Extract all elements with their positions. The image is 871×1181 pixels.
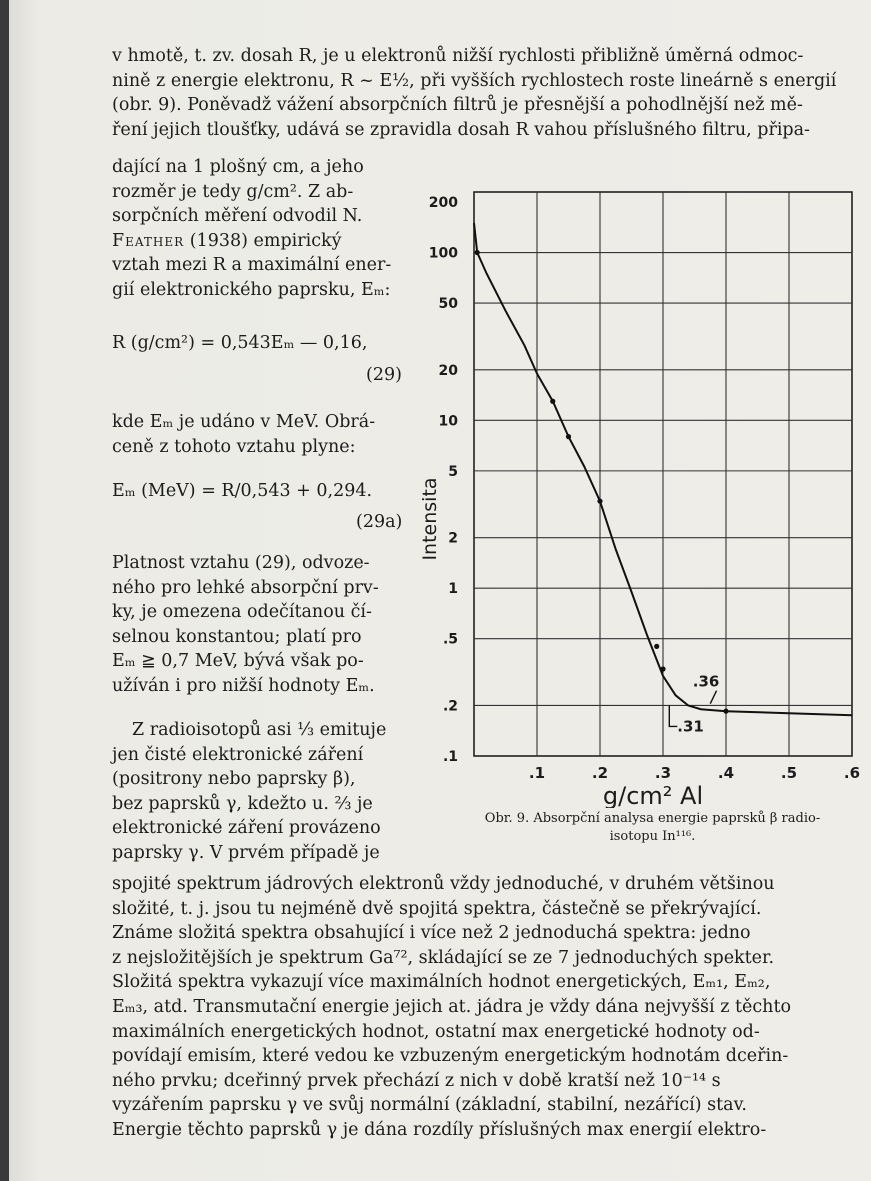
text-line: Energie těchto paprsků γ je dána rozdíly příslušných max energií elektro- — [112, 1119, 767, 1140]
data-point — [597, 499, 602, 504]
x-tick-label: .2 — [591, 764, 609, 782]
x-tick-label: .3 — [654, 764, 672, 782]
text-line: elektronické záření provázeno — [112, 818, 381, 839]
text-line: ného prvku; dceřinný prvek přechází z nich v době kratší než 10⁻¹⁴ s — [112, 1070, 721, 1091]
x-axis-label: g/cm² Al — [602, 782, 704, 808]
text-line: povídají emisím, které vedou ke vzbuzeným energetickým hodnotám dceřin- — [112, 1046, 789, 1067]
text-line: užíván i pro nižší hodnoty Eₘ. — [112, 675, 375, 696]
text-line: rozměr je tedy g/cm². Z ab- — [112, 181, 354, 202]
text-line: (positrony nebo paprsky β), — [112, 769, 356, 790]
y-tick-label: 100 — [428, 245, 458, 262]
equation-29a-number: (29a) — [356, 512, 403, 532]
text-line: vyzářením paprsku γ ve svůj normální (základní, stabilní, nezářící) stav. — [112, 1095, 747, 1116]
data-point — [550, 399, 555, 404]
data-point — [660, 666, 665, 671]
top-paragraph — [112, 44, 864, 142]
data-point — [566, 434, 571, 439]
text-line: sorpčních měření odvodil N. — [112, 206, 363, 227]
absorption-chart — [412, 178, 867, 808]
text-line: bez paprsků γ, kdežto u. ⅔ je — [112, 793, 373, 814]
data-point — [654, 644, 659, 649]
equation-29-number: (29) — [366, 365, 402, 385]
book-binding-shadow — [0, 0, 9, 1181]
y-tick-label: 200 — [428, 195, 458, 211]
text-line: Platnost vztahu (29), odvoze- — [112, 553, 370, 573]
y-tick-label: .2 — [442, 698, 458, 715]
text-line: vztah mezi R a maximální ener- — [112, 255, 392, 276]
equation-29a: Eₘ (MeV) = R/0,543 + 0,294. — [112, 481, 373, 501]
text-line: spojité spektrum jádrových elektronů vždy jednoduché, v druhém většinou — [112, 874, 775, 894]
y-tick-label: 1 — [448, 581, 458, 598]
author-name: Feather — [112, 230, 185, 251]
text-line: (obr. 9). Poněvadž vážení absorpčních filtrů je přesnější a pohodlnější než mě- — [112, 95, 803, 116]
caption-line: Obr. 9. Absorpční analysa energie paprsků β radio- — [484, 811, 821, 826]
text-line: jen čisté elektronické záření — [112, 744, 364, 765]
x-tick-label: .5 — [780, 764, 798, 782]
y-tick-label: 10 — [438, 413, 458, 430]
data-point — [475, 250, 480, 255]
y-tick-label: .5 — [442, 631, 458, 648]
y-tick-label: 20 — [438, 362, 458, 379]
annotation-arrow — [710, 691, 716, 704]
text-line — [112, 229, 412, 254]
text-line: Z radioisotopů asi ⅓ emituje — [132, 720, 387, 740]
data-point — [723, 709, 728, 714]
text-line: selnou konstantou; platí pro — [112, 626, 362, 647]
text-line: dající na 1 plošný cm, a jeho — [112, 157, 364, 177]
annotation-label: .31 — [677, 717, 704, 736]
left-column-validity — [112, 551, 412, 699]
author-line-rest: (1938) empirický — [189, 230, 342, 251]
left-column-intro — [112, 155, 412, 303]
text-line: Známe složitá spektra obsahující i více než 2 jednoduchá spektra: jedno — [112, 923, 751, 944]
annotation-bracket — [669, 705, 677, 726]
text-line: Složitá spektra vykazují více maximálních hodnot energetických, Eₘ₁, Eₘ₂, — [112, 972, 771, 993]
text-line: ceně z tohoto vztahu plyne: — [112, 436, 356, 457]
y-tick-label: 5 — [448, 463, 458, 480]
left-column-isotopes — [112, 718, 412, 866]
text-line: maximálních energetických hodnot, ostatní max energetické hodnoty od- — [112, 1021, 760, 1042]
annotation-label: .36 — [692, 672, 720, 691]
x-tick-label: .6 — [843, 764, 861, 782]
y-axis-label: Intensita — [419, 477, 441, 561]
text-line: ky, je omezena odečítanou čí- — [112, 602, 372, 623]
y-tick-label: 2 — [448, 530, 458, 547]
bottom-paragraph — [112, 872, 864, 1143]
text-line: v hmotě, t. zv. dosah R, je u elektronů nižší rychlosti přibližně úměrná odmoc- — [112, 46, 804, 66]
text-line: gií elektronického paprsku, Eₘ: — [112, 279, 391, 300]
text-line: paprsky γ. V prvém případě je — [112, 842, 380, 863]
y-tick-label: 50 — [438, 296, 458, 313]
text-line: ření jejich tloušťky, udává se zpravidla dosah R vahou příslušného filtru, připa- — [112, 119, 810, 140]
figure-caption — [440, 810, 865, 846]
text-line: složité, t. j. jsou tu nejméně dvě spojitá spektra, částečně se překrývající. — [112, 898, 762, 919]
text-line: Eₘ₃, atd. Transmutační energie jejich at. jádra je vždy dána nejvyšší z těchto — [112, 996, 792, 1017]
text-line: ného pro lehké absorpční prv- — [112, 577, 379, 598]
caption-line: isotopu In¹¹⁶. — [609, 829, 696, 844]
x-tick-label: .1 — [528, 764, 546, 782]
left-column-middle — [112, 410, 412, 459]
equation-29: R (g/cm²) = 0,543Eₘ — 0,16, — [112, 333, 368, 353]
text-line: z nejsložitějších je spektrum Ga⁷², skládající se ze 7 jednoduchých spekter. — [112, 947, 775, 968]
text-line: nině z energie elektronu, R ~ E½, při vyšších rychlostech roste lineárně s energií — [112, 70, 837, 91]
text-line: Eₘ ≧ 0,7 MeV, bývá však po- — [112, 651, 364, 672]
y-tick-label: .1 — [442, 749, 458, 765]
text-line: kde Eₘ je udáno v MeV. Obrá- — [112, 412, 376, 432]
x-tick-label: .4 — [717, 764, 735, 782]
